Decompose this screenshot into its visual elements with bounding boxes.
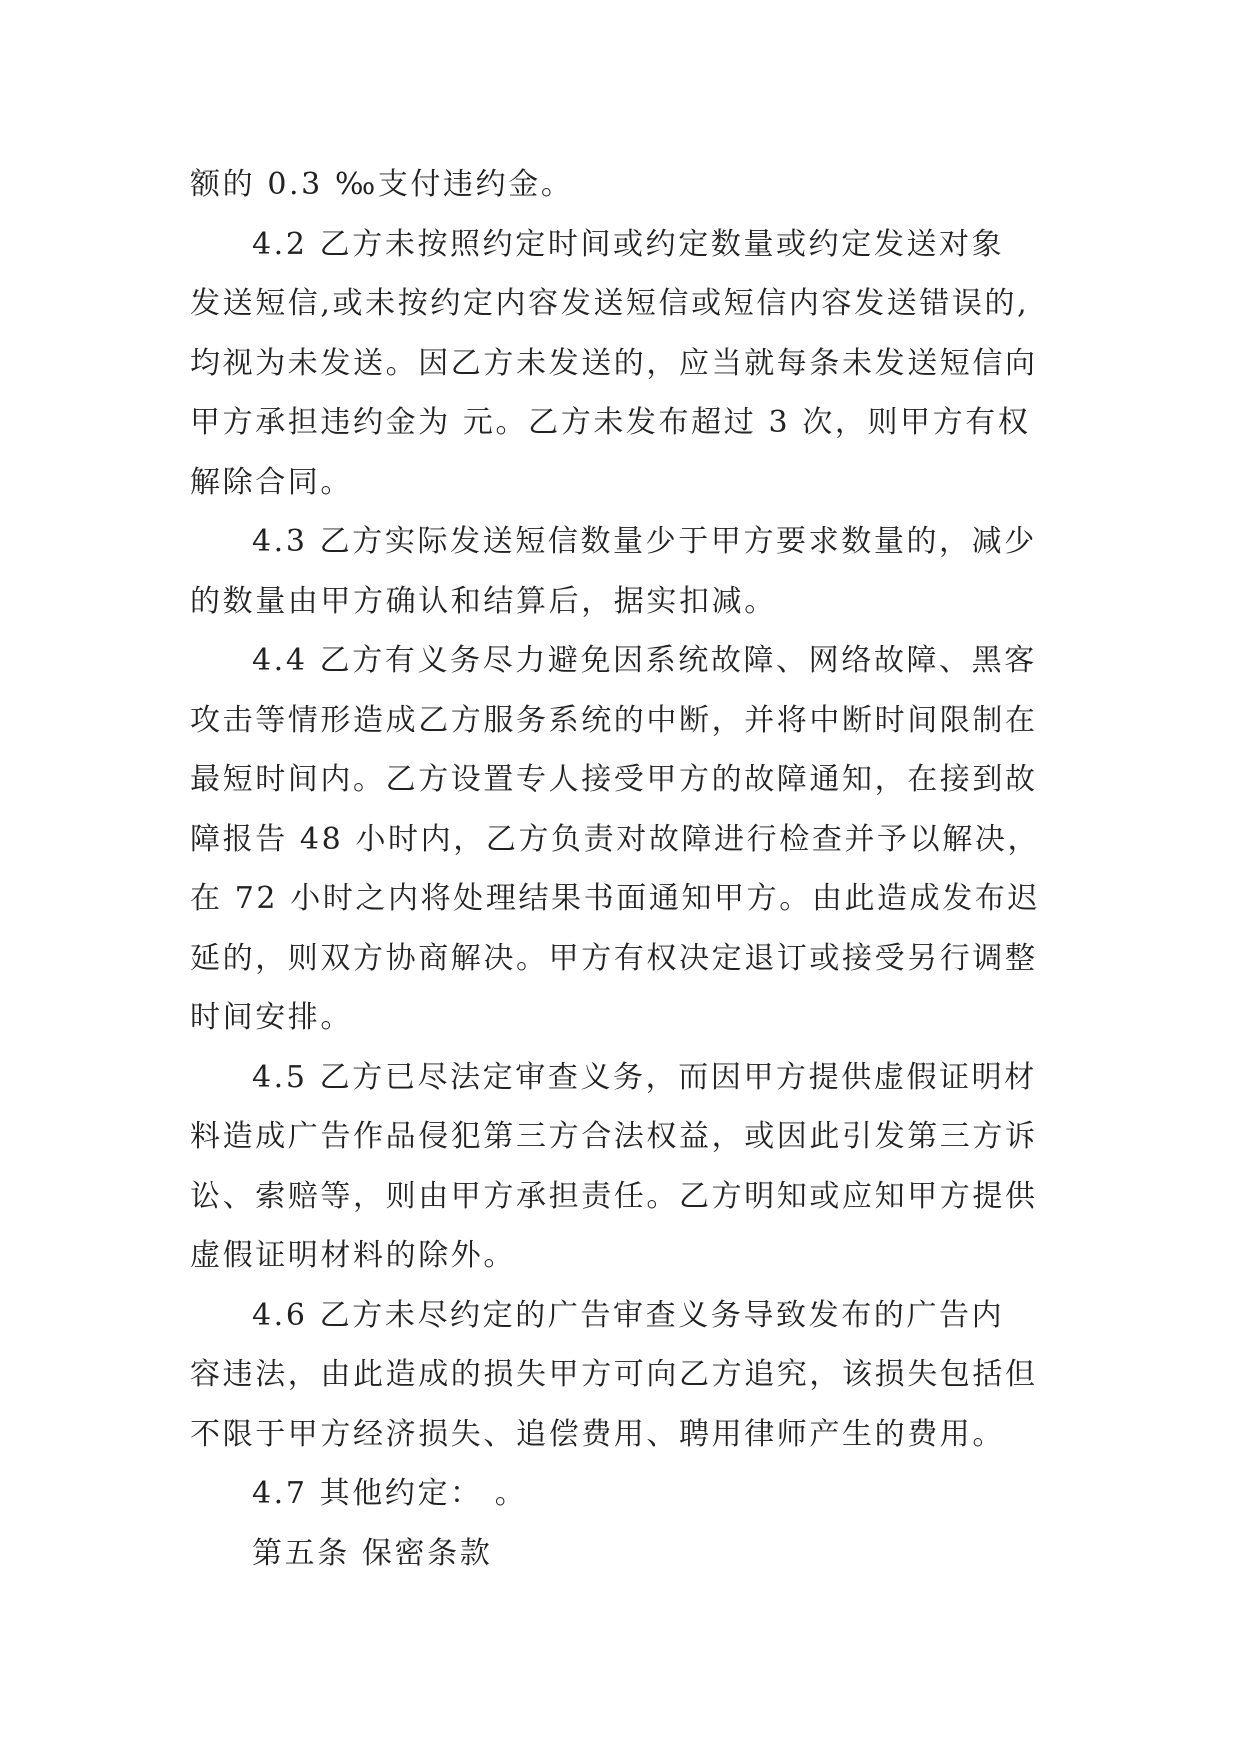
text-line: 讼、索赔等，则由甲方承担责任。乙方明知或应知甲方提供: [190, 1178, 1038, 1214]
text-line: 4.2 乙方未按照约定时间或约定数量或约定发送对象: [252, 226, 1005, 262]
text-line: 不限于甲方经济损失、追偿费用、聘用律师产生的费用。: [190, 1416, 1005, 1452]
text-line: 4.5 乙方已尽法定审查义务，而因甲方提供虚假证明材: [252, 1059, 1037, 1095]
text-line: 的数量由甲方确认和结算后，据实扣减。: [190, 583, 777, 619]
text-line: 解除合同。: [190, 464, 353, 500]
text-line: 4.6 乙方未尽约定的广告审查义务导致发布的广告内: [252, 1297, 1005, 1333]
text-line: 发送短信,或未按约定内容发送短信或短信内容发送错误的,: [190, 286, 1030, 321]
document-body: [190, 155, 1050, 1583]
text-line: 甲方承担违约金为 元。乙方未发布超过 3 次，则甲方有权: [190, 405, 1031, 440]
text-line: 虚假证明材料的除外。: [190, 1238, 516, 1273]
text-line: 时间安排。: [190, 1000, 353, 1035]
text-line: 均视为未发送。因乙方未发送的，应当就每条未发送短信向: [190, 345, 1038, 381]
text-line: 4.4 乙方有义务尽力避免因系统故障、网络故障、黑客: [252, 643, 1037, 678]
text-line: 4.3 乙方实际发送短信数量少于甲方要求数量的，减少: [252, 524, 1037, 559]
text-line: 障报告 48 小时内，乙方负责对故障进行检查并予以解决，: [190, 821, 1041, 857]
text-line: 攻击等情形造成乙方服务系统的中断，并将中断时间限制在: [190, 702, 1038, 738]
text-line: 料造成广告作品侵犯第三方合法权益，或因此引发第三方诉: [190, 1119, 1038, 1154]
text-line: 最短时间内。乙方设置专人接受甲方的故障通知，在接到故: [190, 762, 1038, 797]
text-line: 4.7 其他约定： 。: [252, 1476, 528, 1511]
text-line: 延的，则双方协商解决。甲方有权决定退订或接受另行调整: [190, 940, 1038, 976]
text-line: 第五条 保密条款: [252, 1535, 493, 1571]
text-line: 在 72 小时之内将处理结果书面通知甲方。由此造成发布迟: [190, 881, 1041, 916]
text-line: 额的 0.3 ‰支付违约金。: [190, 167, 574, 202]
text-line: 容违法，由此造成的损失甲方可向乙方追究，该损失包括但: [190, 1357, 1038, 1392]
